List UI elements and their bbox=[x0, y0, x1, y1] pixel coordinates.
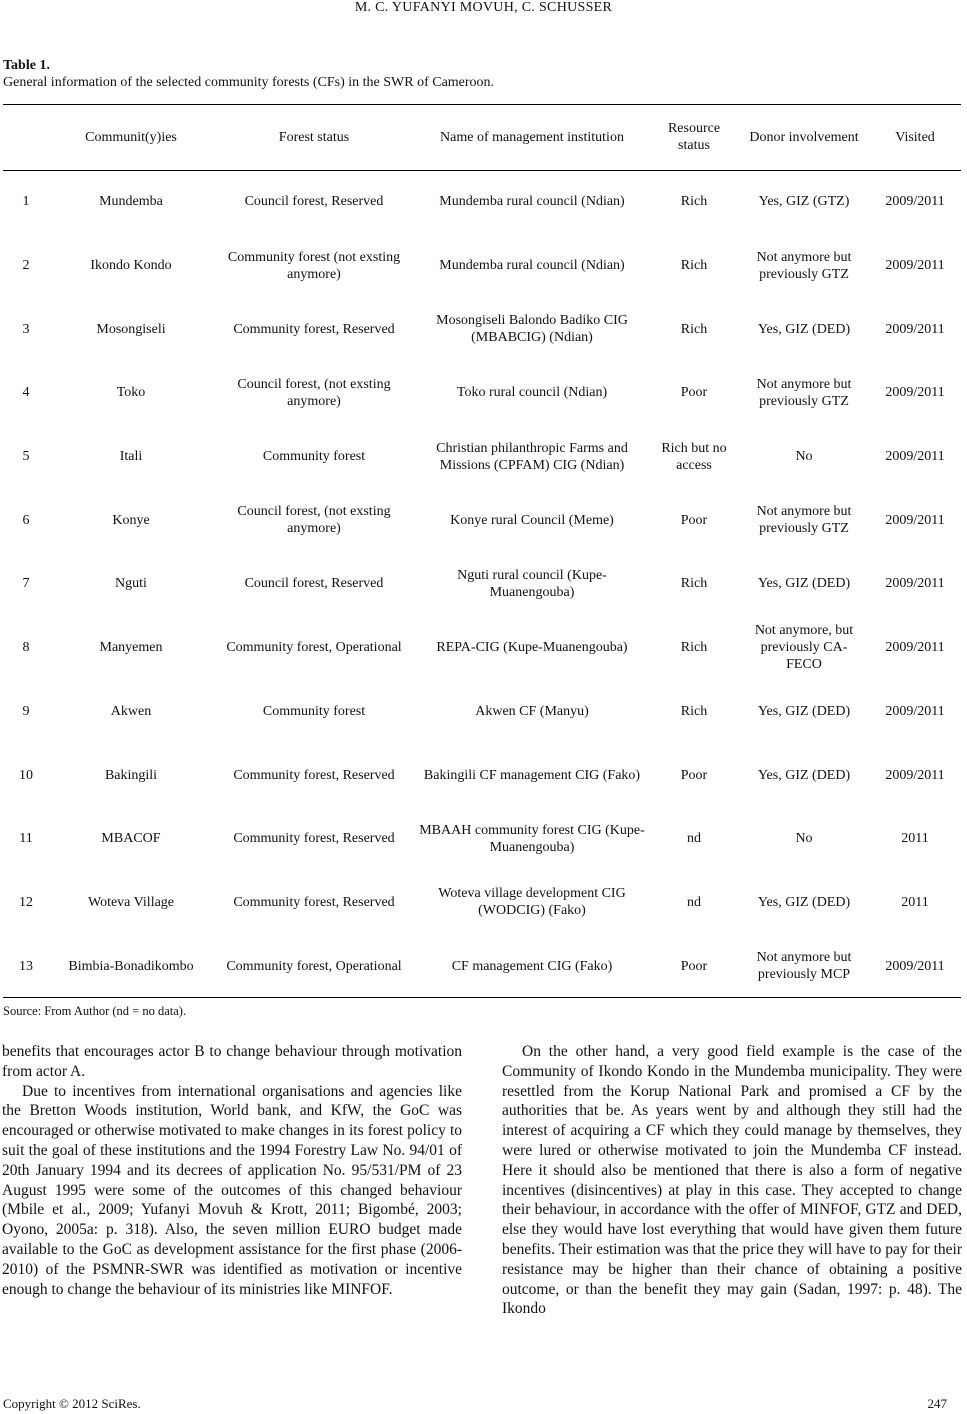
cell-visited: 2011 bbox=[901, 894, 929, 910]
column-header-forest-status: Forest status bbox=[278, 129, 350, 145]
cell-index: 12 bbox=[19, 894, 33, 910]
body-paragraph: Due to incentives from international organisations and agencies like the Bretton Woods institution, World bank, and KfW, the GoC was encouraged or otherwise motivated to make changes in its forest policy to suit the goal of these institutions and the 1994 Forestry Law No. 94/01 of 20th January 1994 and its decrees of application No. 95/531/PM of 23 August 1995 were some of the outcomes of this changed behaviour (Mbile et al., 2009; Yufanyi Movuh & Krott, 2011; Bigombé, 2003; Oyono, 2005a: p. 318). Also, the seven million EURO budget made available to the GoC as development assistance for the first phase (2006-2010) of the PSMNR-SWR was identified as motivation or incentive enough to change the behaviour of its ministries like MINFOF. bbox=[2, 1082, 462, 1298]
cell-resource-status: Rich bbox=[680, 194, 708, 210]
cell-donor-involvement: No bbox=[795, 449, 813, 465]
table-row bbox=[3, 807, 961, 871]
cell-donor-involvement: Yes, GIZ (DED) bbox=[757, 703, 851, 719]
cell-forest-status: Council forest, Reserved bbox=[244, 576, 384, 592]
column-header-resource-status: Resource status bbox=[667, 121, 721, 153]
cell-visited: 2009/2011 bbox=[885, 576, 945, 592]
cell-resource-status: nd bbox=[687, 831, 701, 847]
cell-index: 11 bbox=[19, 831, 33, 847]
cell-donor-involvement: Yes, GIZ (DED) bbox=[757, 767, 851, 783]
cell-donor-involvement: Not anymore but previously GTZ bbox=[756, 376, 852, 409]
cell-resource-status: Poor bbox=[680, 958, 708, 974]
table-row bbox=[3, 552, 961, 616]
cell-management-institution: Toko rural council (Ndian) bbox=[456, 385, 608, 401]
cell-management-institution: Bakingili CF management CIG (Fako) bbox=[423, 767, 641, 783]
cell-community: Bimbia-Bonadikombo bbox=[68, 958, 194, 974]
cell-visited: 2009/2011 bbox=[885, 385, 945, 401]
cell-management-institution: Mundemba rural council (Ndian) bbox=[439, 194, 625, 210]
cell-resource-status: Rich bbox=[680, 703, 708, 719]
cell-visited: 2009/2011 bbox=[885, 512, 945, 528]
page-number: 247 bbox=[927, 1396, 947, 1411]
cell-visited: 2011 bbox=[901, 831, 929, 847]
cell-index: 9 bbox=[22, 703, 30, 719]
cell-management-institution: REPA-CIG (Kupe-Muanengouba) bbox=[436, 640, 628, 656]
cell-forest-status: Council forest, (not exsting anymore) bbox=[237, 504, 391, 537]
cell-management-institution: Nguti rural council (Kupe-Muanengouba) bbox=[457, 567, 607, 600]
cell-community: Woteva Village bbox=[87, 894, 175, 910]
cell-index: 7 bbox=[22, 576, 30, 592]
table-header-rule bbox=[3, 170, 961, 171]
column-header-communities: Communit(y)ies bbox=[85, 129, 177, 145]
cell-forest-status: Community forest, Operational bbox=[226, 958, 402, 974]
cell-visited: 2009/2011 bbox=[885, 958, 945, 974]
cell-community: Nguti bbox=[115, 576, 147, 592]
cell-management-institution: Akwen CF (Manyu) bbox=[475, 703, 589, 719]
cell-index: 13 bbox=[19, 958, 33, 974]
cell-resource-status: Poor bbox=[680, 767, 708, 783]
cell-management-institution: Christian philanthropic Farms and Missions (CPFAM) CIG (Ndian) bbox=[436, 440, 628, 473]
cell-visited: 2009/2011 bbox=[885, 258, 945, 274]
body-right-column bbox=[502, 1042, 962, 1319]
table-row bbox=[3, 743, 961, 807]
cell-community: Toko bbox=[116, 385, 146, 401]
cell-visited: 2009/2011 bbox=[885, 767, 945, 783]
cell-forest-status: Council forest, Reserved bbox=[244, 194, 384, 210]
cell-resource-status: Rich bbox=[680, 576, 708, 592]
cell-forest-status: Community forest (not exsting anymore) bbox=[227, 249, 401, 282]
cell-visited: 2009/2011 bbox=[885, 321, 945, 337]
cell-donor-involvement: Not anymore but previously GTZ bbox=[756, 249, 852, 282]
cell-donor-involvement: Not anymore but previously MCP bbox=[756, 950, 852, 983]
cell-index: 1 bbox=[22, 194, 30, 210]
cell-management-institution: Konye rural Council (Meme) bbox=[450, 512, 614, 528]
cell-index: 10 bbox=[19, 767, 33, 783]
table-row bbox=[3, 488, 961, 552]
cell-index: 3 bbox=[22, 321, 30, 337]
table-caption: General information of the selected community forests (CFs) in the SWR of Cameroon. bbox=[3, 75, 495, 90]
table-row bbox=[3, 361, 961, 425]
cell-resource-status: Poor bbox=[680, 385, 708, 401]
table-label: Table 1. bbox=[3, 58, 50, 73]
cell-donor-involvement: Yes, GIZ (DED) bbox=[757, 894, 851, 910]
cell-community: Mundemba bbox=[99, 194, 163, 210]
column-header-donor-involvement: Donor involvement bbox=[749, 129, 859, 145]
cell-forest-status: Community forest, Operational bbox=[226, 640, 402, 656]
cell-donor-involvement: Yes, GIZ (DED) bbox=[757, 321, 851, 337]
table-row bbox=[3, 425, 961, 489]
body-paragraph: On the other hand, a very good field example is the case of the Community of Ikondo Kondo in the Mundemba municipality. They were resettled from the Korup National Park and promised a CF by the authorities that be. As years went by and although they still had the interest of acquiring a CF which they could manage by themselves, they were lured or otherwise motivated to join the Mundemba CF instead. Here it should also be mentioned that there is also a form of negative incentives (disincentives) at play in this case. They accepted to change their behaviour, in accordance with the offer of MINFOF, GTZ and DED, else they would have lost everything that would have given them future benefits. Their estimation was that the price they will have to pay for their resistance may be higher than their chance of obtaining a positive outcome, or than the benefit they may gain (Sadan, 1997: p. 48). The Ikondo bbox=[502, 1043, 962, 1318]
cell-management-institution: Mundemba rural council (Ndian) bbox=[439, 258, 625, 274]
cell-index: 5 bbox=[22, 449, 30, 465]
cell-donor-involvement: Yes, GIZ (DED) bbox=[757, 576, 851, 592]
body-left-column bbox=[2, 1042, 462, 1299]
column-header-index bbox=[3, 104, 49, 170]
cell-resource-status: Rich bbox=[680, 258, 708, 274]
table-row bbox=[3, 871, 961, 935]
table-row bbox=[3, 170, 961, 234]
cell-visited: 2009/2011 bbox=[885, 449, 945, 465]
cell-donor-involvement: No bbox=[795, 831, 813, 847]
cell-community: Manyemen bbox=[99, 640, 163, 656]
table-bottom-rule bbox=[3, 997, 961, 998]
cell-management-institution: MBAAH community forest CIG (Kupe-Muanengouba) bbox=[419, 822, 645, 855]
cell-management-institution: CF management CIG (Fako) bbox=[451, 958, 613, 974]
table-row bbox=[3, 616, 961, 680]
cell-community: Konye bbox=[112, 512, 150, 528]
cell-community: Akwen bbox=[110, 703, 152, 719]
cell-donor-involvement: Not anymore but previously GTZ bbox=[756, 504, 852, 537]
cell-community: Itali bbox=[119, 449, 143, 465]
table-header-row bbox=[3, 104, 961, 170]
cell-visited: 2009/2011 bbox=[885, 194, 945, 210]
table-row bbox=[3, 297, 961, 361]
cell-forest-status: Community forest, Reserved bbox=[233, 321, 395, 337]
column-header-visited: Visited bbox=[895, 129, 935, 145]
table-row bbox=[3, 234, 961, 298]
cell-visited: 2009/2011 bbox=[885, 703, 945, 719]
cell-index: 4 bbox=[22, 385, 30, 401]
running-head: M. C. YUFANYI MOVUH, C. SCHUSSER bbox=[354, 0, 613, 15]
cell-resource-status: nd bbox=[687, 894, 701, 910]
cell-resource-status: Rich bbox=[680, 321, 708, 337]
body-paragraph: benefits that encourages actor B to change behaviour through motivation from actor A. bbox=[2, 1043, 462, 1080]
cell-donor-involvement: Yes, GIZ (GTZ) bbox=[758, 194, 850, 210]
cell-forest-status: Council forest, (not exsting anymore) bbox=[237, 376, 391, 409]
cell-resource-status: Rich bbox=[680, 640, 708, 656]
copyright-notice: Copyright © 2012 SciRes. bbox=[3, 1396, 141, 1411]
cell-forest-status: Community forest bbox=[262, 449, 366, 465]
cell-index: 6 bbox=[22, 512, 30, 528]
cell-donor-involvement: Not anymore, but previously CA-FECO bbox=[754, 623, 854, 673]
cell-community: MBACOF bbox=[101, 831, 161, 847]
cell-community: Mosongiseli bbox=[96, 321, 166, 337]
table-source-note: Source: From Author (nd = no data). bbox=[3, 1004, 187, 1018]
cell-forest-status: Community forest, Reserved bbox=[233, 831, 395, 847]
cell-community: Ikondo Kondo bbox=[90, 258, 172, 274]
cell-index: 8 bbox=[22, 640, 30, 656]
cell-management-institution: Woteva village development CIG (WODCIG) (Fako) bbox=[438, 886, 626, 919]
cell-community: Bakingili bbox=[104, 767, 158, 783]
community-forests-table bbox=[3, 104, 961, 998]
table-row bbox=[3, 934, 961, 998]
cell-forest-status: Community forest, Reserved bbox=[233, 894, 395, 910]
cell-resource-status: Poor bbox=[680, 512, 708, 528]
cell-visited: 2009/2011 bbox=[885, 640, 945, 656]
cell-management-institution: Mosongiseli Balondo Badiko CIG (MBABCIG) (Ndian) bbox=[436, 313, 628, 346]
cell-forest-status: Community forest, Reserved bbox=[233, 767, 395, 783]
cell-index: 2 bbox=[22, 258, 30, 274]
column-header-management-institution: Name of management institution bbox=[440, 129, 624, 145]
cell-resource-status: Rich but no access bbox=[661, 440, 727, 473]
table-row bbox=[3, 680, 961, 744]
cell-forest-status: Community forest bbox=[262, 703, 366, 719]
